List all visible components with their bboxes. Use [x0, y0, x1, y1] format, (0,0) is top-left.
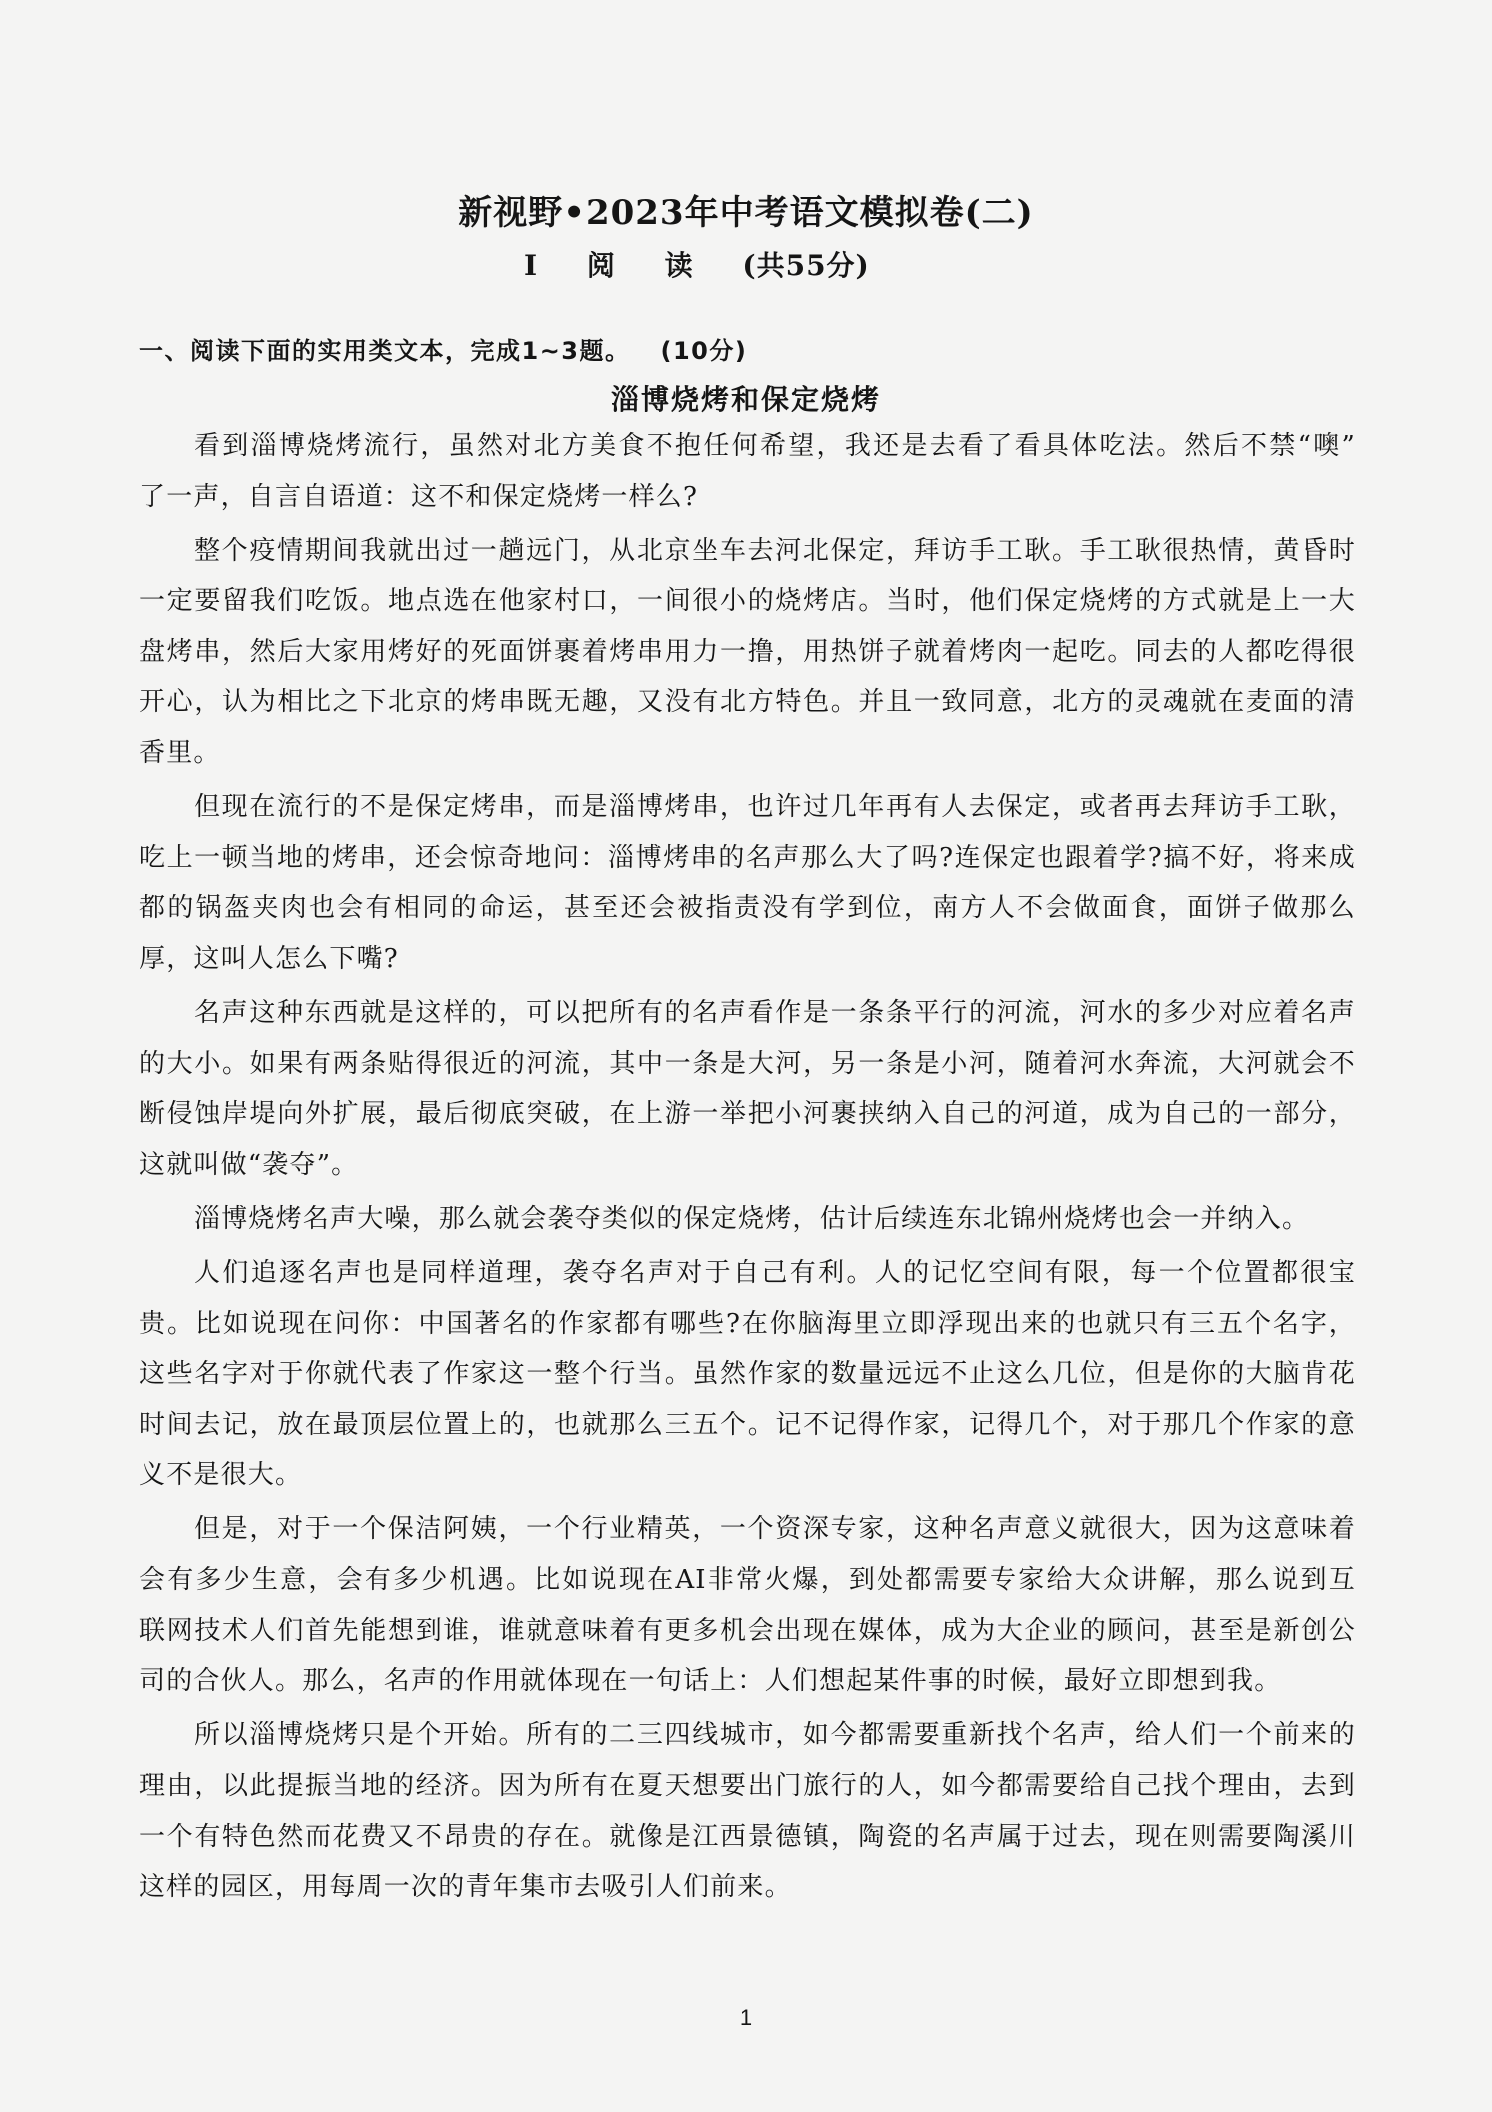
article-line: 开心，认为相比之下北京的烤串既无趣，又没有北方特色。并且一致同意，北方的灵魂就在麦面的清 — [139, 687, 1356, 718]
article-line: 这样的园区，用每周一次的青年集市去吸引人们前来。 — [139, 1872, 792, 1903]
article-line: 理由，以此提振当地的经济。因为所有在夏天想要出门旅行的人，如今都需要给自己找个理由，去到 — [139, 1770, 1356, 1801]
question-instruction: 一、阅读下面的实用类文本，完成1~3题。 — [139, 337, 631, 365]
article-line: 了一声，自言自语道：这不和保定烧烤一样么? — [139, 481, 699, 512]
exam-title: 新视野•2023年中考语文模拟卷(二) — [458, 193, 1034, 233]
question-heading — [139, 331, 747, 371]
article-paragraph — [139, 526, 1356, 779]
article-paragraph — [139, 1248, 1356, 1501]
article-title: 淄博烧烤和保定烧烤 — [610, 383, 881, 416]
article-line: 时间去记，放在最顶层位置上的，也就那么三五个。记不记得作家，记得几个，对于那几个作家的意 — [139, 1409, 1356, 1440]
article-line: 贵。比如说现在问你：中国著名的作家都有哪些?在你脑海里立即浮现出来的也就只有三五个名字， — [139, 1308, 1356, 1339]
article-line: 义不是很大。 — [139, 1460, 303, 1491]
section-heading: I 阅 读 (共55分) — [524, 249, 870, 282]
article-line: 看到淄博烧烤流行，虽然对北方美食不抱任何希望，我还是去看了看具体吃法。然后不禁“噢” — [194, 431, 1356, 461]
article-line: 这就叫做“袭夺”。 — [139, 1149, 359, 1180]
article-line: 断侵蚀岸堤向外扩展，最后彻底突破，在上游一举把小河裹挟纳入自己的河道，成为自己的一部分， — [139, 1099, 1356, 1130]
article-paragraph — [139, 782, 1356, 984]
article-line: 这些名字对于你就代表了作家这一整个行当。虽然作家的数量远远不止这么几位，但是你的大脑肯花 — [139, 1359, 1356, 1390]
article-paragraph — [139, 1194, 1356, 1245]
article-body — [139, 421, 1356, 1913]
article-line: 香里。 — [139, 738, 221, 769]
article-line: 但是，对于一个保洁阿姨，一个行业精英，一个资深专家，这种名声意义就很大，因为这意味着 — [194, 1514, 1356, 1545]
article-line: 会有多少生意，会有多少机遇。比如说现在AI非常火爆，到处都需要专家给大众讲解，那么说到互 — [139, 1565, 1356, 1596]
article-line: 的大小。如果有两条贴得很近的河流，其中一条是大河，另一条是小河，随着河水奔流，大河就会不 — [139, 1048, 1356, 1079]
page-number: 1 — [739, 2005, 753, 2030]
article-line: 一定要留我们吃饭。地点选在他家村口，一间很小的烧烤店。当时，他们保定烧烤的方式就是上一大 — [139, 586, 1356, 617]
article-line: 盘烤串，然后大家用烤好的死面饼裹着烤串用力一撸，用热饼子就着烤肉一起吃。同去的人都吃得很 — [139, 636, 1356, 667]
article-line: 都的锅盔夹肉也会有相同的命运，甚至还会被指责没有学到位，南方人不会做面食，面饼子做那么 — [139, 893, 1356, 924]
question-score: (10分) — [660, 337, 748, 365]
article-line: 司的合伙人。那么，名声的作用就体现在一句话上：人们想起某件事的时候，最好立即想到我。 — [139, 1666, 1282, 1697]
article-line: 一个有特色然而花费又不昂贵的存在。就像是江西景德镇，陶瓷的名声属于过去，现在则需要陶溪川 — [139, 1821, 1356, 1852]
article-line: 名声这种东西就是这样的，可以把所有的名声看作是一条条平行的河流，河水的多少对应着名声 — [194, 998, 1356, 1029]
article-line: 淄博烧烤名声大噪，那么就会袭夺类似的保定烧烤，估计后续连东北锦州烧烤也会一并纳入。 — [194, 1203, 1310, 1234]
article-line: 所以淄博烧烤只是个开始。所有的二三四线城市，如今都需要重新找个名声，给人们一个前来的 — [194, 1720, 1356, 1751]
article-paragraph — [139, 421, 1356, 522]
article-paragraph — [139, 988, 1356, 1190]
article-line: 吃上一顿当地的烤串，还会惊奇地问：淄博烤串的名声那么大了吗?连保定也跟着学?搞不好，将来成 — [139, 842, 1356, 873]
article-line: 人们追逐名声也是同样道理，袭夺名声对于自己有利。人的记忆空间有限，每一个位置都很宝 — [194, 1258, 1356, 1288]
article-paragraph — [139, 1504, 1356, 1706]
article-line: 整个疫情期间我就出过一趟远门，从北京坐车去河北保定，拜访手工耿。手工耿很热情，黄昏时 — [194, 535, 1356, 566]
article-paragraph — [139, 1710, 1356, 1912]
article-line: 联网技术人们首先能想到谁，谁就意味着有更多机会出现在媒体，成为大企业的顾问，甚至是新创公 — [139, 1615, 1356, 1646]
article-line: 厚，这叫人怎么下嘴? — [139, 943, 399, 974]
article-line: 但现在流行的不是保定烤串，而是淄博烤串，也许过几年再有人去保定，或者再去拜访手工耿， — [194, 792, 1356, 823]
